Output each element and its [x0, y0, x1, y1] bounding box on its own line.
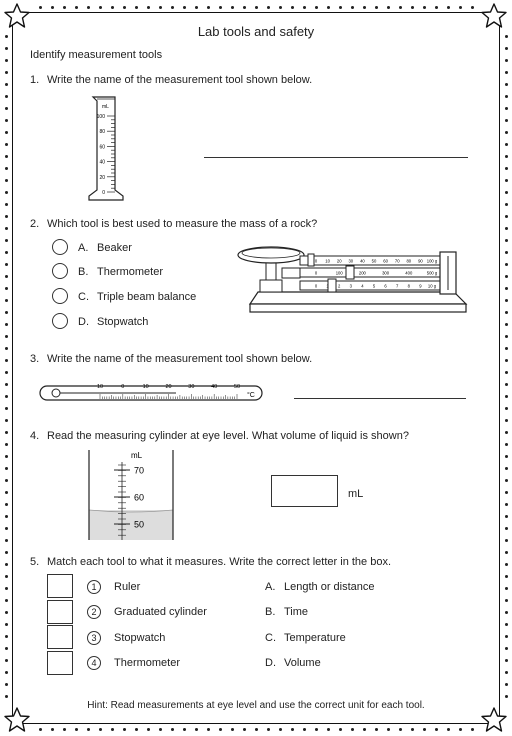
closeup-tick-label: 60 [134, 492, 145, 503]
q1-answer-line[interactable] [204, 157, 468, 158]
q4-text: Read the measuring cylinder at eye level. What volume of liquid is shown? [47, 430, 409, 442]
thermometer-scale-label: 0 [121, 384, 125, 390]
measure-letter-d: D. [265, 657, 276, 669]
match-box-1[interactable] [47, 574, 73, 598]
balance-beam-label: 5 [372, 283, 376, 289]
tool-name-4: Thermometer [114, 657, 181, 669]
q2-number: 2. [30, 218, 40, 230]
balance-beam-label: 2 [338, 283, 341, 289]
cylinder-tick-label: 0 [102, 190, 105, 196]
q5-number: 5. [30, 556, 40, 568]
cylinder-tick-label: 80 [99, 129, 105, 136]
balance-beam-label: 3 [349, 283, 352, 289]
balance-beam-label: 100 g [426, 258, 438, 264]
balance-beam-label: 4 [361, 283, 364, 289]
balance-beam-label: 0 [314, 270, 318, 276]
thermometer-unit-label: °C [247, 392, 255, 399]
option-b-radio[interactable] [52, 263, 68, 279]
option-c-text: Triple beam balance [97, 291, 197, 303]
balance-beam-label: 90 [418, 258, 423, 264]
thermometer-scale-label: 30 [188, 384, 195, 390]
measure-letter-c: C. [265, 632, 276, 644]
cylinder-tick-label: 20 [99, 174, 105, 181]
tool-name-2: Graduated cylinder [114, 606, 207, 618]
option-a-radio[interactable] [52, 239, 68, 255]
tool-number-4: 4 [87, 656, 101, 670]
hint-text: Hint: Read measurements at eye level and use the correct unit for each tool. [87, 700, 425, 711]
measure-letter-b: B. [265, 606, 276, 618]
balance-beam-label: 10 g [427, 283, 437, 289]
cylinder-tick-label: 40 [99, 159, 105, 166]
measuring-cylinder-closeup [84, 448, 180, 542]
match-box-2[interactable] [47, 600, 73, 624]
q4-number: 4. [30, 430, 40, 442]
tool-name-1: Ruler [114, 581, 141, 593]
triple-beam-balance-figure [236, 240, 472, 316]
closeup-tick-label: 50 [134, 519, 145, 530]
option-b-text: Thermometer [97, 266, 164, 278]
option-a-text: Beaker [97, 242, 132, 254]
star-icon [5, 708, 29, 731]
closeup-tick-label: 70 [134, 465, 145, 476]
option-d-text: Stopwatch [97, 316, 149, 328]
balance-beam-label: 0 [314, 258, 318, 264]
closeup-unit-label: mL [131, 451, 143, 460]
balance-beam-label: 400 [405, 270, 413, 276]
option-c-radio[interactable] [52, 288, 68, 304]
q3-number: 3. [30, 353, 40, 365]
measure-text-d: Volume [284, 657, 321, 669]
balance-beam-label: 50 [371, 258, 377, 264]
balance-beam-label: 7 [396, 283, 399, 289]
q3-answer-line[interactable] [294, 398, 466, 399]
balance-beam-label: 80 [406, 258, 412, 264]
balance-beam-label: 10 [325, 258, 330, 264]
tool-name-3: Stopwatch [114, 632, 166, 644]
balance-beam-label: 40 [360, 258, 365, 264]
balance-beam-label: 9 [419, 283, 422, 289]
q4-answer-box[interactable] [271, 475, 338, 507]
measure-text-b: Time [284, 606, 309, 618]
option-b-letter: B. [78, 266, 89, 278]
option-c-letter: C. [78, 291, 89, 303]
balance-beam-label: 60 [383, 258, 388, 264]
balance-beam-label: 100 [335, 270, 343, 276]
section-subtitle: Identify measurement tools [30, 49, 163, 61]
measure-letter-a: A. [265, 581, 276, 593]
q1-number: 1. [30, 74, 40, 86]
balance-beam-label: 1 [326, 283, 329, 289]
balance-beam-label: 200 [358, 270, 366, 276]
page-title: Lab tools and safety [197, 24, 315, 39]
thermometer-scale-label: 20 [165, 384, 172, 390]
thermometer-figure [36, 380, 268, 404]
balance-beam-label: 0 [314, 283, 318, 289]
option-d-radio[interactable] [52, 313, 68, 329]
tool-number-2: 2 [87, 605, 101, 619]
thermometer-scale-label: 10 [142, 384, 149, 390]
option-a-letter: A. [78, 242, 89, 254]
measure-text-a: Length or distance [284, 581, 375, 593]
cylinder-tick-label: 100 [96, 114, 105, 120]
match-box-3[interactable] [47, 625, 73, 649]
q2-text: Which tool is best used to measure the mass of a rock? [47, 218, 318, 230]
tool-number-1: 1 [87, 580, 101, 594]
thermometer-scale-label: 50 [233, 384, 241, 390]
balance-beam-label: 8 [407, 283, 410, 289]
option-d-letter: D. [78, 316, 89, 328]
cylinder-tick-label: 60 [99, 144, 105, 151]
q3-text: Write the name of the measurement tool shown below. [47, 353, 313, 365]
cylinder-unit-label: mL [102, 104, 109, 110]
graduated-cylinder-figure [85, 92, 135, 207]
balance-beam-label: 30 [348, 258, 354, 264]
star-icon [482, 708, 506, 731]
balance-beam-label: 500 g [426, 270, 438, 276]
thermometer-scale-label: 40 [211, 384, 218, 390]
match-box-4[interactable] [47, 651, 73, 675]
q4-answer-unit: mL [348, 488, 364, 500]
tool-number-3: 3 [87, 631, 101, 645]
q1-text: Write the name of the measurement tool shown below. [47, 74, 313, 86]
balance-beam-label: 20 [336, 258, 342, 264]
balance-beam-label: 300 [382, 270, 390, 276]
q5-text: Match each tool to what it measures. Write the correct letter in the box. [47, 556, 392, 568]
balance-beam-label: 70 [394, 258, 400, 264]
thermometer-scale-label: 10 [96, 384, 104, 390]
balance-beam-label: 6 [384, 283, 387, 289]
measure-text-c: Temperature [284, 632, 346, 644]
